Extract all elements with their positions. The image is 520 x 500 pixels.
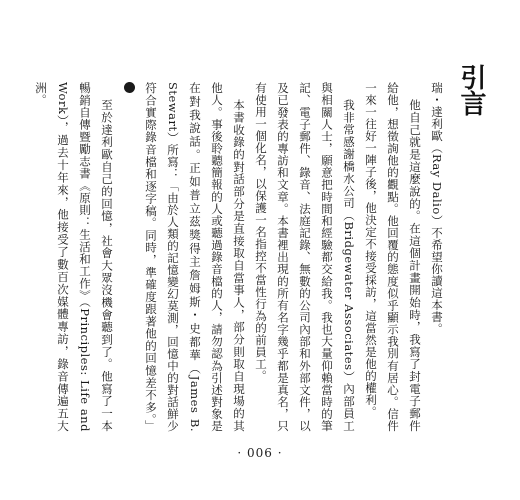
footnote-marker: 1 [124,82,135,93]
paragraph-4-text: 本書收錄的對話部分是直接取自當事人，部分則取自現場的其他人。事後聆聽簡報的人或聽過錄音檔的人，請勿認為引述對象是在對我說話。正如普立茲獎得主詹姆斯・史都華（James B. Stewart）所寫：「由於人類的記憶變幻莫測，回憶中的對話鮮少符合實際錄音檔和逐字稿。同時，準確度跟著他的回憶差不多。」 [144,82,246,432]
paragraph-5: 至於達利歐自己的回憶，社會大眾沒機會聽到了。他寫了一本暢銷自傳暨勵志書《原則：生活和工作》（Principles: Life and Work），過去十年來，他接受了數百次媒體專訪，錄音傳遍五大洲。 [34,82,114,432]
paragraph-1: 瑞・達利歐（Ray Dalio）不希望你讀這本書。 [430,82,444,335]
page-number: · 006 · [237,446,283,460]
chapter-heading: 引言 [456,64,486,116]
body-text [30,82,448,432]
paragraph-3: 我非常感謝橋水公司（Bridgewater Associates）內部員工與相關人士，願意把時間和經驗都交給我。我也大量仰賴當時的筆記、電子郵件、錄音、法庭記錄、無數的公司內部和外部文件，以及已發表的專訪和文章。本書裡出現的所有名字幾乎都是真名，只有使用一個化名，以保護一名指控不當性行為的前員工。 [254,82,356,432]
paragraph-2: 他自己就是這麼說的。在這個計畫開始時，我寫了封電子郵件給他，想徵詢他的觀點。他回覆的態度似乎顯示我別有居心。信件一來一往好一陣子後，他決定不接受採訪，這當然是他的權利。 [364,82,422,432]
paragraph-4 [118,82,250,432]
